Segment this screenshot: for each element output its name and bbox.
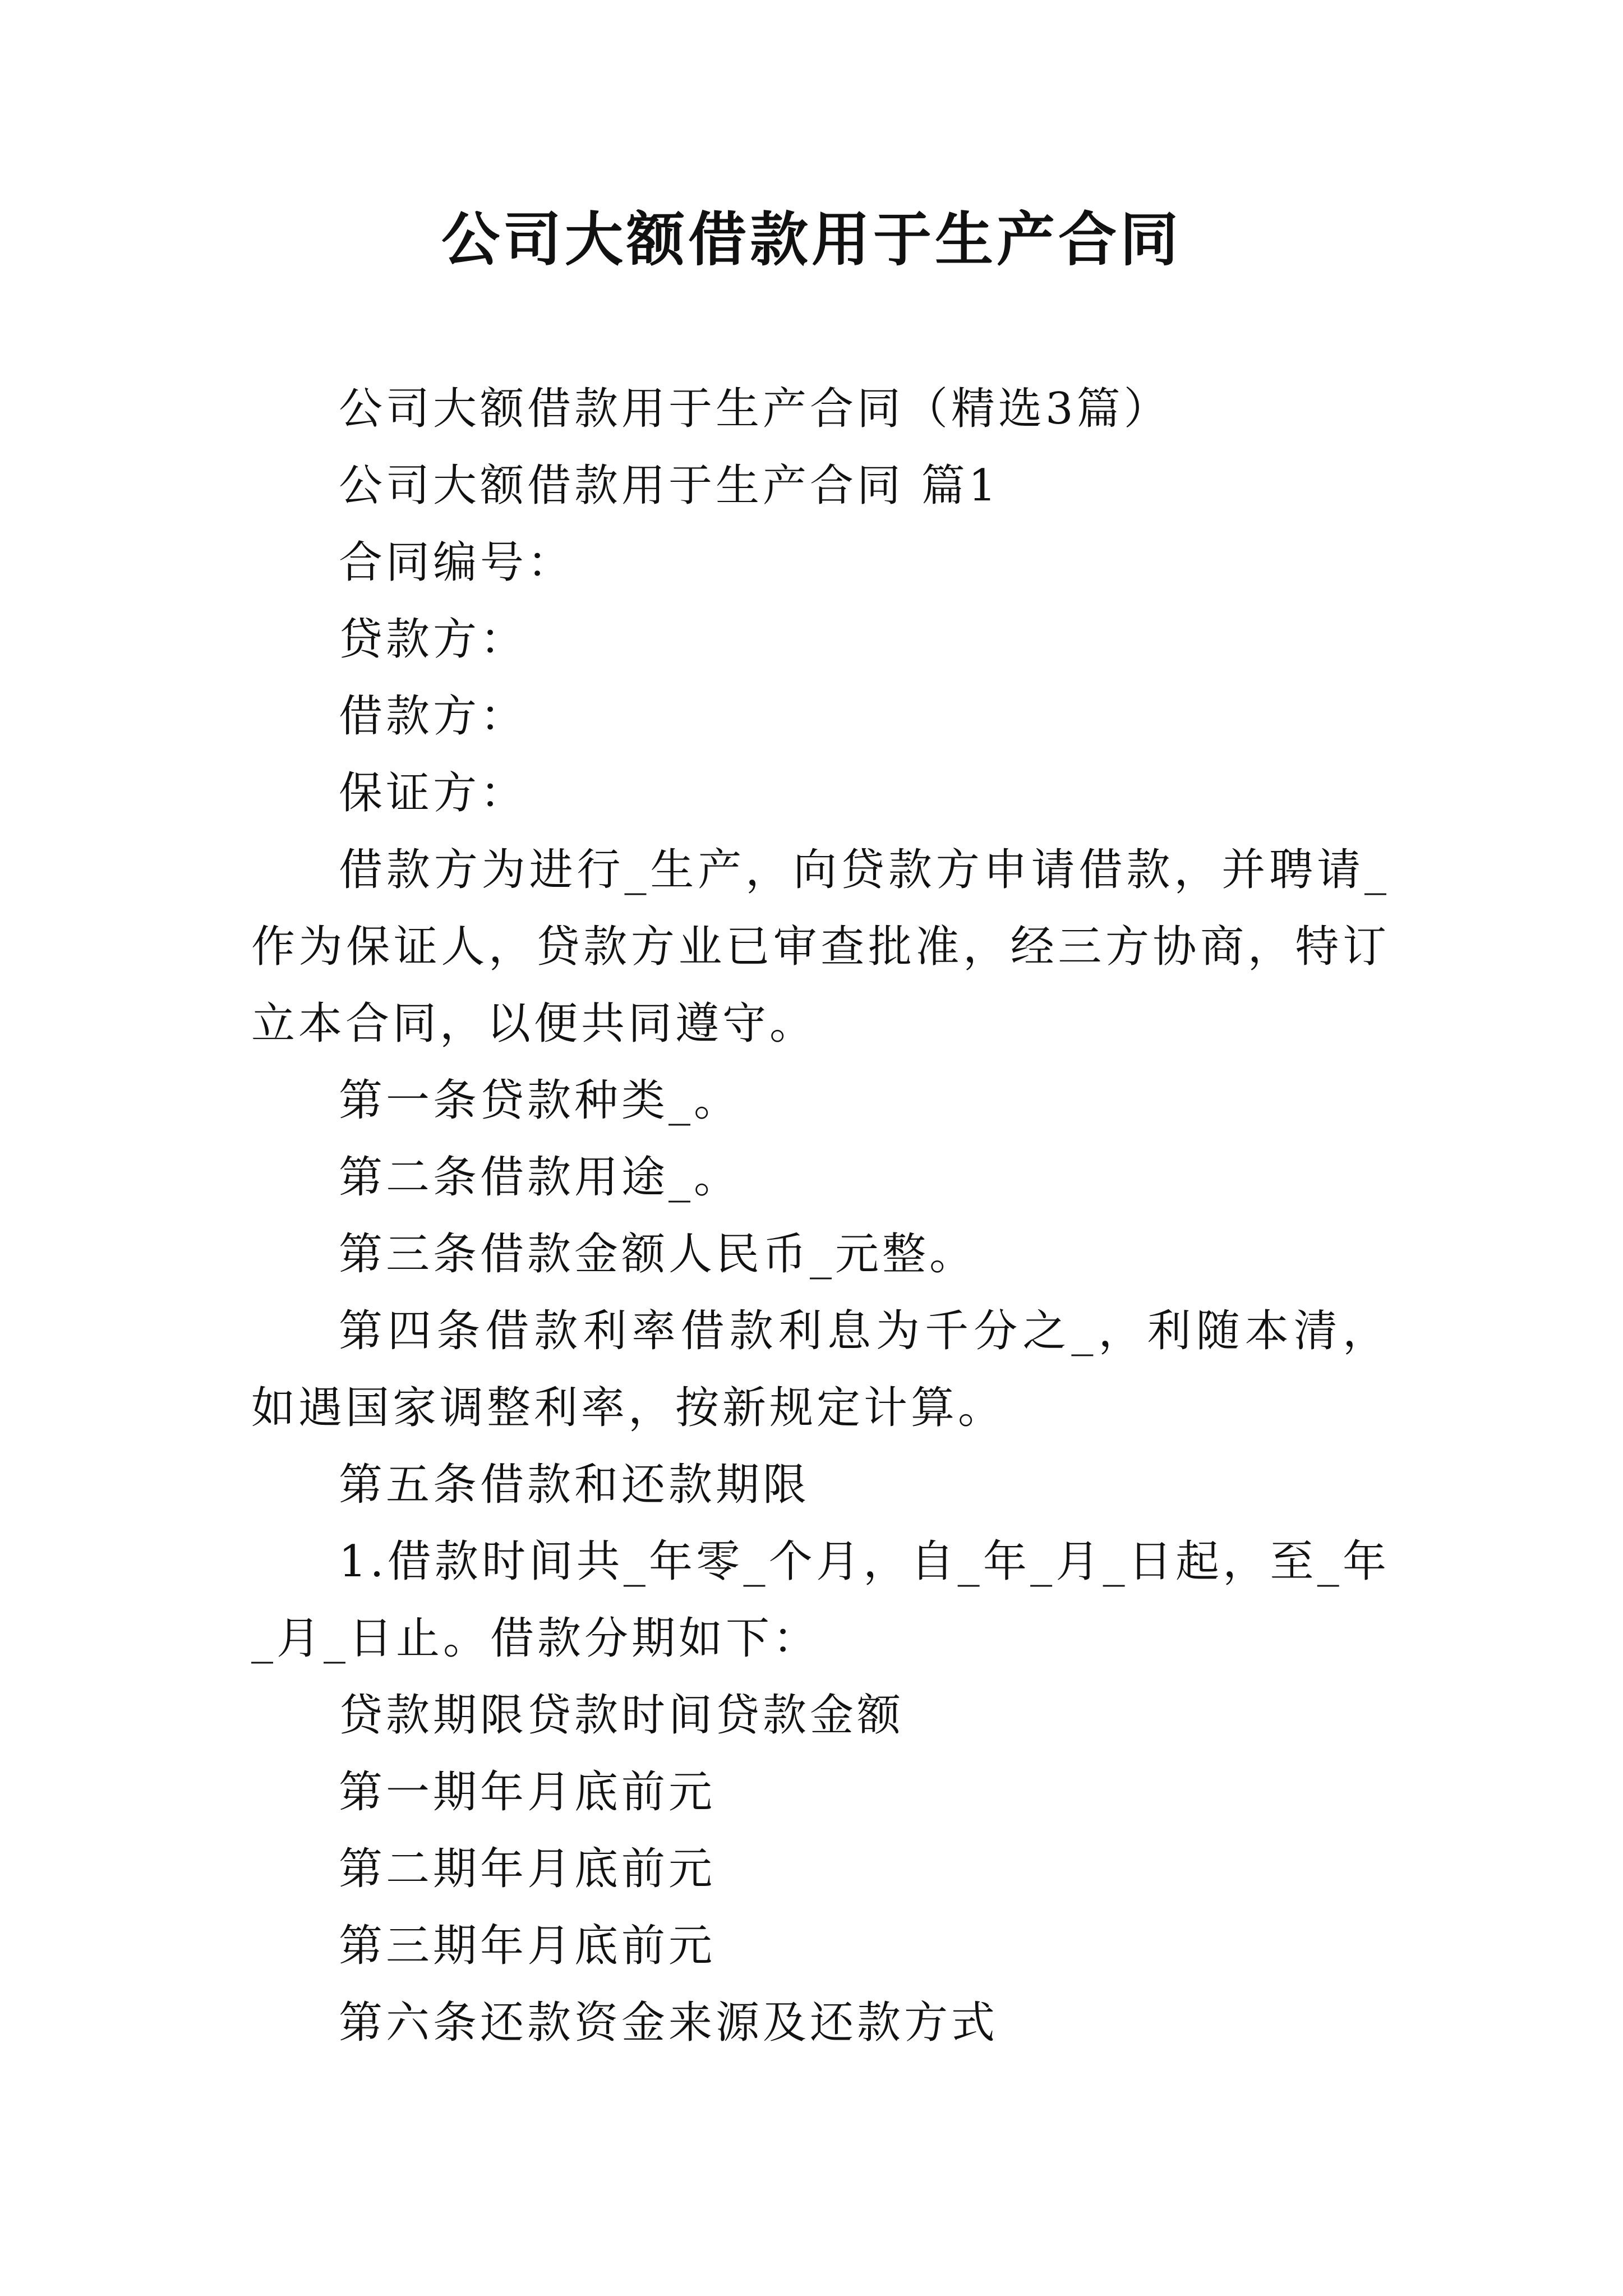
paragraph-article-2: 第二条借款用途_。: [339, 1152, 741, 1203]
paragraph-article-5-item-1: 1.借款时间共_年零_个月，自_年_月_日起，至_年_月_日止。借款分期如下：: [251, 1536, 1390, 1664]
paragraph-lender: 贷款方：: [339, 614, 528, 665]
paragraph-borrower: 借款方：: [339, 691, 528, 742]
paragraph-preamble: 借款方为进行_生产，向贷款方申请借款，并聘请_作为保证人，贷款方业已审查批准，经三方协商，特订立本合同，以便共同遵守。: [251, 845, 1390, 1049]
paragraph-schedule-header: 贷款期限贷款时间贷款金额: [339, 1690, 905, 1741]
paragraph-schedule-period-2: 第二期年月底前元: [339, 1844, 716, 1894]
paragraph-guarantor: 保证方：: [339, 768, 528, 818]
paragraph-schedule-period-3: 第三期年月底前元: [339, 1921, 716, 1971]
paragraph-article-6: 第六条还款资金来源及还款方式: [339, 1998, 999, 2048]
paragraph-schedule-period-1: 第一期年月底前元: [339, 1767, 716, 1818]
paragraph-section-heading: 公司大额借款用于生产合同 篇1: [339, 461, 1000, 511]
paragraph-article-3: 第三条借款金额人民币_元整。: [339, 1229, 977, 1280]
document-body: [251, 371, 1390, 2062]
paragraph-contract-number: 合同编号：: [339, 537, 575, 588]
paragraph-article-5: 第五条借款和还款期限: [339, 1460, 810, 1510]
paragraph-article-1: 第一条贷款种类_。: [339, 1075, 741, 1126]
document-title: 公司大额借款用于生产合同: [441, 205, 1182, 274]
paragraph-article-4: 第四条借款利率借款利息为千分之_，利随本清，如遇国家调整利率，按新规定计算。: [251, 1306, 1390, 1433]
paragraph-subtitle: 公司大额借款用于生产合同（精选3篇）: [339, 384, 1171, 434]
